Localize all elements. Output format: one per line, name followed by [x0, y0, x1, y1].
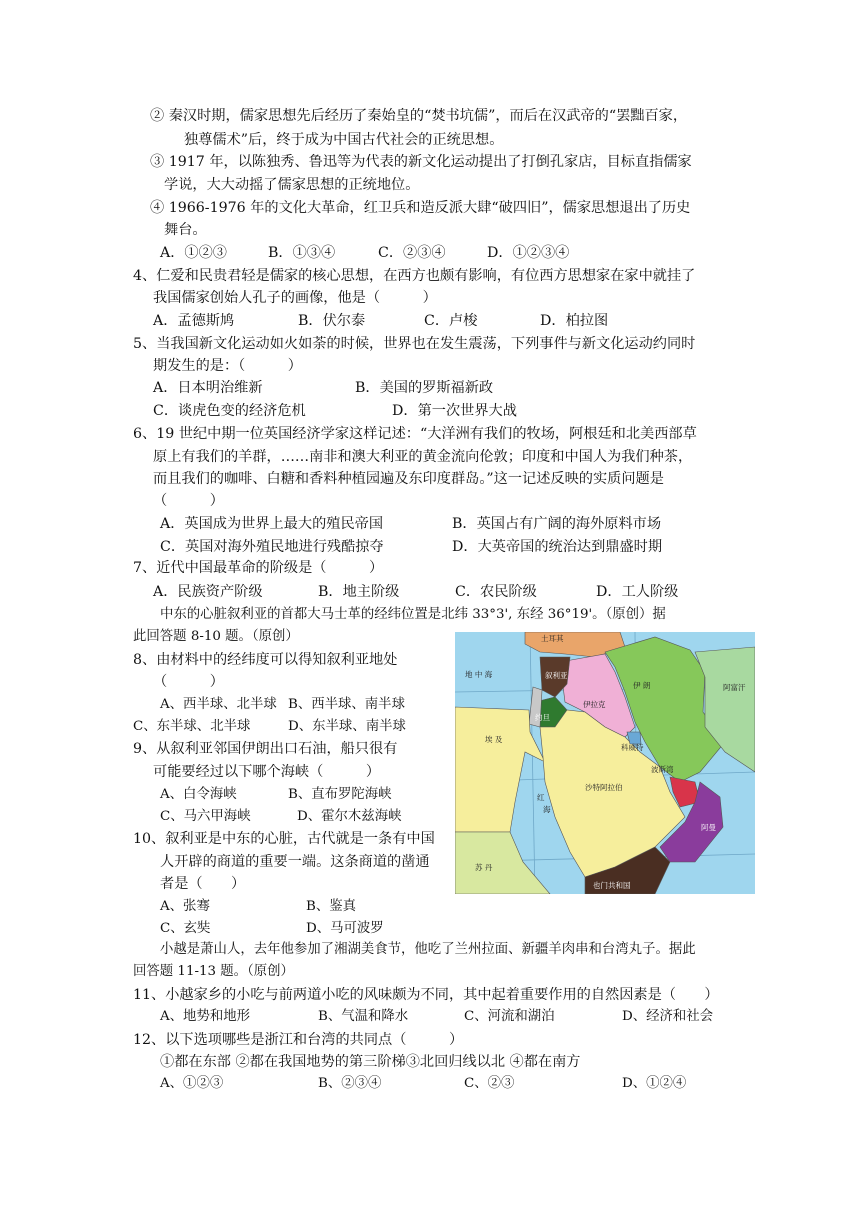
- q8-option-c: C、东半球、北半球: [133, 719, 251, 734]
- q11-option-c: C、河流和湖泊: [464, 1009, 555, 1024]
- q10-option-a: A、张骞: [160, 899, 210, 914]
- q8-option-a: A、西半球、北半球: [160, 697, 277, 712]
- material-1: 中东的心脏叙利亚的首都大马士革的经纬位置是北纬 33°3', 东经 36°19'。（原创）据: [160, 607, 666, 622]
- q12-option-b: B、②③④: [318, 1076, 382, 1091]
- q6-stem-cont1: 原上有我们的羊群，……南非和澳大利亚的黄金流向伦敦；印度和中国人为我们种茶，: [153, 449, 693, 465]
- q7-option-c: C．农民阶级: [455, 584, 537, 600]
- q3-option-d: D．①②③④: [487, 245, 570, 261]
- q6-stem-cont2: 而且我们的咖啡、白糖和香料种植园遍及东印度群岛。”这一记述反映的实质问题是: [153, 471, 664, 487]
- q7-option-b: B．地主阶级: [318, 584, 400, 600]
- q8-stem-cont: （ ）: [153, 674, 224, 690]
- q8-option-b: B、西半球、南半球: [288, 697, 405, 712]
- q3-option-a: A．①②③: [160, 245, 227, 261]
- map-label-kuwait: 科威特: [621, 743, 644, 752]
- q12-stem: 12、以下选项哪些是浙江和台湾的共同点（ ）: [133, 1032, 464, 1048]
- q6-option-c: C．英国对海外殖民地进行残酷掠夺: [160, 539, 384, 555]
- q5-option-a: A．日本明治维新: [153, 380, 263, 396]
- middle-east-map: [455, 632, 755, 894]
- statement-2: ② 秦汉时期，儒家思想先后经历了秦始皇的“焚书坑儒”，而后在汉武帝的“罢黜百家，: [150, 108, 688, 124]
- statement-2-cont: 独尊儒术”后，终于成为中国古代社会的正统思想。: [184, 132, 504, 148]
- q4-option-a: A．孟德斯鸠: [153, 313, 235, 329]
- q5-option-b: B．美国的罗斯福新政: [355, 380, 494, 396]
- q4-option-d: D．柏拉图: [540, 313, 609, 329]
- q4-stem: 4、仁爱和民贵君轻是儒家的核心思想，在西方也颇有影响，有位西方思想家在家中就挂了: [133, 268, 696, 284]
- q4-option-b: B．伏尔泰: [298, 313, 366, 329]
- q5-option-d: D．第一次世界大战: [392, 403, 517, 419]
- q10-option-d: D、马可波罗: [306, 921, 384, 936]
- q5-stem: 5、当我国新文化运动如火如荼的时候，世界也在发生震荡，下列事件与新文化运动约同时: [133, 336, 696, 352]
- statement-3-cont: 学说，大大动摇了儒家思想的正统地位。: [164, 177, 420, 193]
- map-label-med: 地 中 海: [465, 670, 493, 679]
- q12-option-a: A、①②③: [160, 1076, 224, 1091]
- q9-option-d: D、霍尔木兹海峡: [297, 809, 402, 824]
- map-label-sudan: 苏 丹: [475, 863, 493, 872]
- q7-stem: 7、近代中国最革命的阶级是（ ）: [133, 560, 384, 576]
- q10-option-c: C、玄奘: [160, 921, 211, 936]
- map-label-yemen: 也门共和国: [593, 881, 631, 890]
- q6-option-b: B．英国占有广阔的海外原料市场: [452, 516, 662, 532]
- q6-stem: 6、19 世纪中期一位英国经济学家这样记述：“大洋洲有我们的牧场，阿根廷和北美西部草: [133, 426, 697, 442]
- q11-stem: 11、小越家乡的小吃与前两道小吃的风味颇为不同，其中起着重要作用的自然因素是（ ）: [133, 987, 719, 1003]
- q4-stem-cont: 我国儒家创始人孔子的画像，他是（ ）: [153, 290, 437, 306]
- map-label-sea: 海: [543, 805, 551, 814]
- q3-option-b: B．①③④: [268, 245, 336, 261]
- q12-option-c: C、②③: [464, 1076, 515, 1091]
- q6-option-d: D．大英帝国的统治达到鼎盛时期: [452, 539, 663, 555]
- q9-stem-cont: 可能要经过以下哪个海峡（ ）: [153, 764, 381, 780]
- q9-option-a: A、白令海峡: [160, 787, 237, 802]
- q11-option-b: B、气温和降水: [318, 1009, 409, 1024]
- q10-stem: 10、叙利亚是中东的心脏，古代就是一条有中国: [133, 831, 435, 847]
- statement-4: ④ 1966-1976 年的文化大革命，红卫兵和造反派大肆“破四旧”，儒家思想退出了历史: [150, 200, 691, 216]
- map-label-afghan: 阿富汗: [723, 683, 746, 692]
- map-label-oman: 阿曼: [701, 823, 716, 832]
- q4-option-c: C．卢梭: [424, 313, 478, 329]
- q7-option-a: A．民族资产阶级: [153, 584, 263, 600]
- q9-option-c: C、马六甲海峡: [160, 809, 251, 824]
- q10-stem-cont2: 者是（ ）: [160, 876, 246, 892]
- material-2: 小越是萧山人，去年他参加了湘湖美食节，他吃了兰州拉面、新疆羊肉串和台湾丸子。据此: [160, 942, 696, 957]
- q6-stem-cont3: （ ）: [153, 493, 224, 509]
- map-label-syria: 叙利亚: [545, 671, 568, 680]
- map-label-egypt: 埃 及: [485, 735, 503, 744]
- q9-stem: 9、从叙利亚邻国伊朗出口石油，船只很有: [133, 741, 398, 757]
- q8-option-d: D、东半球、南半球: [288, 719, 406, 734]
- q12-statements: ①都在东部 ②都在我国地势的第三阶梯③北回归线以北 ④都在南方: [160, 1054, 581, 1070]
- map-label-iran: 伊 朗: [633, 681, 651, 690]
- q5-stem-cont: 期发生的是：（ ）: [153, 358, 302, 374]
- map-label-turkey: 土耳其: [541, 634, 564, 643]
- q9-option-b: B、直布罗陀海峡: [288, 787, 392, 802]
- q11-option-d: D、经济和社会: [622, 1009, 714, 1024]
- q5-option-c: C．谈虎色变的经济危机: [153, 403, 306, 419]
- q6-option-a: A．英国成为世界上最大的殖民帝国: [160, 516, 384, 532]
- map-label-jordan: 约旦: [535, 713, 550, 722]
- material-2-cont: 回答题 11-13 题。（原创）: [133, 964, 294, 979]
- map-label-gulf: 波斯湾: [651, 765, 674, 774]
- map-label-iraq: 伊拉克: [583, 700, 606, 709]
- q10-stem-cont1: 人开辟的商道的重要一端。这条商道的凿通: [160, 854, 430, 870]
- statement-3: ③ 1917 年，以陈独秀、鲁迅等为代表的新文化运动提出了打倒孔家店，目标直指儒家: [150, 154, 692, 170]
- q10-option-b: B、鉴真: [306, 899, 357, 914]
- q7-option-d: D．工人阶级: [596, 584, 679, 600]
- map-label-red: 红: [537, 793, 545, 802]
- material-1-cont: 此回答题 8-10 题。（原创）: [133, 629, 299, 644]
- q3-option-c: C．②③④: [378, 245, 446, 261]
- q12-option-d: D、①②④: [622, 1076, 687, 1091]
- q11-option-a: A、地势和地形: [160, 1009, 251, 1024]
- map-label-saudi: 沙特阿拉伯: [585, 783, 623, 792]
- q8-stem: 8、由材料中的经纬度可以得知叙利亚地处: [133, 652, 398, 668]
- statement-4-cont: 舞台。: [164, 222, 207, 238]
